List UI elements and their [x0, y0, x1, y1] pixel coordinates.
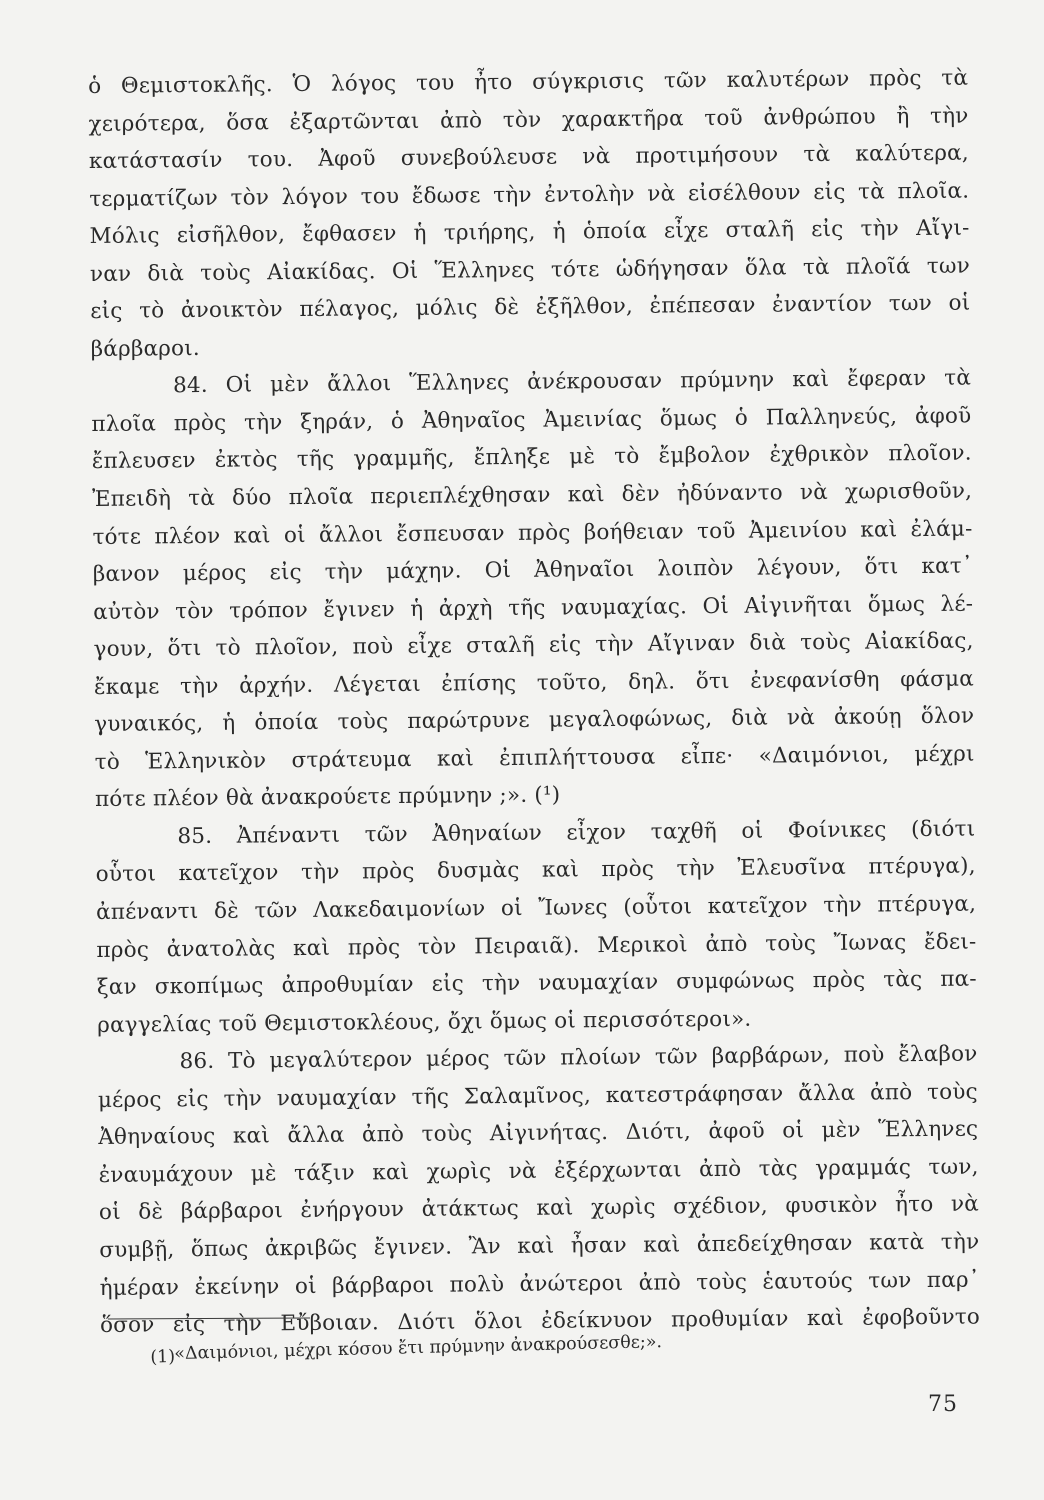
text-line: 85. Ἀπέναντι τῶν Ἀθηναίων εἶχον ταχθῆ οἱ Φοίνικες (διότι — [177, 816, 976, 850]
text-line: τὸ Ἑλληνικὸν στράτευμα καὶ ἐπιπλήττουσα εἶπε· «Δαιμόνιοι, μέχρι — [94, 741, 975, 775]
text-line: ραγγελίας τοῦ Θεμιστοκλέους, ὄχι ὅμως οἱ περισσότεροι». — [97, 1006, 752, 1038]
text-line: 84. Οἱ μὲν ἄλλοι Ἕλληνες ἀνέκρουσαν πρύμνην καὶ ἔφεραν τὰ — [172, 365, 972, 399]
text-line: εἰς τὸ ἀνοικτὸν πέλαγος, μόλις δὲ ἐξῆλθον, ἐπέπεσαν ἐναντίον των οἱ — [90, 290, 971, 325]
text-line: ναν διὰ τοὺς Αἰακίδας. Οἱ Ἕλληνες τότε ὡδήγησαν ὅλα τὰ πλοῖά των — [89, 253, 971, 287]
text-line: ὁ Θεμιστοκλῆς. Ὁ λόγος του ἦτο σύγκρισις τῶν καλυτέρων πρὸς τὰ — [88, 65, 969, 99]
text-line: Μόλις εἰσῆλθον, ἔφθασεν ἡ τριήρης, ἡ ὁποία εἶχε σταλῆ εἰς τὴν Αἴγι- — [89, 215, 970, 250]
text-line: πλοῖα πρὸς τὴν ξηράν, ὁ Ἀθηναῖος Ἀμεινίας ὅμως ὁ Παλληνεύς, ἀφοῦ — [91, 403, 972, 437]
text-line: χειρότερα, ὅσα ἐξαρτῶνται ἀπὸ τὸν χαρακτῆρα τοῦ ἀνθρώπου ἢ τὴν — [88, 103, 969, 137]
text-line: βάρβαροι. — [90, 335, 201, 362]
text-line: ὅσον εἰς τὴν Εὔβοιαν. Διότι ὅλοι ἐδείκνυον προθυμίαν καὶ ἐφοβοῦντο — [99, 1304, 981, 1338]
text-line: ἔκαμε τὴν ἀρχήν. Λέγεται ἐπίσης τοῦτο, δηλ. ὅτι ἐνεφανίσθη φάσμα — [93, 666, 975, 700]
text-line: γουν, ὅτι τὸ πλοῖον, ποὺ εἶχε σταλῆ εἰς τὴν Αἴγιναν διὰ τοὺς Αἰακίδας, — [93, 628, 974, 663]
text-line: 86. Τὸ μεγαλύτερον μέρος τῶν πλοίων τῶν βαρβάρων, ποὺ ἔλαβον — [179, 1041, 978, 1075]
footnote-marker: (1) — [150, 1346, 176, 1368]
text-line: αὐτὸν τὸν τρόπον ἔγινεν ἡ ἀρχὴ τῆς ναυμαχίας. Οἱ Αἰγινῆται ὅμως λέ- — [93, 591, 974, 625]
text-line: ξαν σκοπίμως ἀπροθυμίαν εἰς τὴν ναυμαχίαν συμφώνως πρὸς τὰς πα- — [96, 966, 977, 1001]
text-line: γυναικός, ἡ ὁποία τοὺς παρώτρυνε μεγαλοφώνως, διὰ νὰ ἀκούῃ ὅλον — [94, 703, 975, 738]
text-line: βανον μέρος εἰς τὴν μάχην. Οἱ Ἀθηναῖοι λοιπὸν λέγουν, ὅτι κατ᾽ — [92, 553, 973, 588]
text-line: ἡμέραν ἐκείνην οἱ βάρβαροι πολὺ ἀνώτεροι ἀπὸ τοὺς ἑαυτούς των παρ᾽ — [99, 1266, 980, 1301]
text-line: πότε πλέον θὰ ἀνακρούετε πρύμνην ;». (¹) — [94, 782, 561, 813]
footnote-text: «Δαιμόνιοι, μέχρι κόσου ἔτι πρύμνην ἀνακρούσεσθε;». — [174, 1332, 663, 1364]
body-text — [88, 60, 980, 1345]
text-line: οἱ δὲ βάρβαροι ἐνήργουν ἀτάκτως καὶ χωρὶς σχέδιον, φυσικὸν ἦτο νὰ — [98, 1191, 980, 1226]
text-line: ἐναυμάχουν μὲ τάξιν καὶ χωρὶς νὰ ἐξέρχωνται ἀπὸ τὰς γραμμάς των, — [98, 1154, 979, 1188]
page-number: 75 — [928, 1392, 958, 1417]
text-line: πρὸς ἀνατολὰς καὶ πρὸς τὸν Πειραιᾶ). Μερικοὶ ἀπὸ τοὺς Ἴωνας ἔδει- — [96, 929, 977, 963]
text-line: τότε πλέον καὶ οἱ ἄλλοι ἔσπευσαν πρὸς βοήθειαν τοῦ Ἀμεινίου καὶ ἐλάμ- — [92, 516, 973, 550]
text-line: τερματίζων τὸν λόγον του ἔδωσε τὴν ἐντολὴν νὰ εἰσέλθουν εἰς τὰ πλοῖα. — [89, 178, 970, 212]
text-line: μέρος εἰς τὴν ναυμαχίαν τῆς Σαλαμῖνος, κατεστράφησαν ἄλλα ἀπὸ τοὺς — [97, 1079, 978, 1113]
text-line: ἔπλευσεν ἐκτὸς τῆς γραμμῆς, ἔπληξε μὲ τὸ ἔμβολον ἐχθρικὸν πλοῖον. — [91, 441, 972, 475]
text-line: ἀπέναντι δὲ τῶν Λακεδαιμονίων οἱ Ἴωνες (οὗτοι κατεῖχον τὴν πτέρυγα, — [95, 891, 977, 925]
text-line: Ἀθηναίους καὶ ἄλλα ἀπὸ τοὺς Αἰγινήτας. Διότι, ἀφοῦ οἱ μὲν Ἕλληνες — [98, 1116, 979, 1151]
text-line: κατάστασίν του. Ἀφοῦ συνεβούλευσε νὰ προτιμήσουν τὰ καλύτερα, — [88, 140, 969, 175]
text-line: οὗτοι κατεῖχον τὴν πρὸς δυσμὰς καὶ πρὸς τὴν Ἐλευσῖνα πτέρυγα), — [95, 854, 976, 888]
text-line: Ἐπειδὴ τὰ δύο πλοῖα περιεπλέχθησαν καὶ δὲν ἠδύναντο νὰ χωρισθοῦν, — [92, 478, 973, 512]
text-line: συμβῇ, ὅπως ἀκριβῶς ἔγινεν. Ἂν καὶ ἦσαν καὶ ἀπεδείχθησαν κατὰ τὴν — [99, 1229, 980, 1263]
